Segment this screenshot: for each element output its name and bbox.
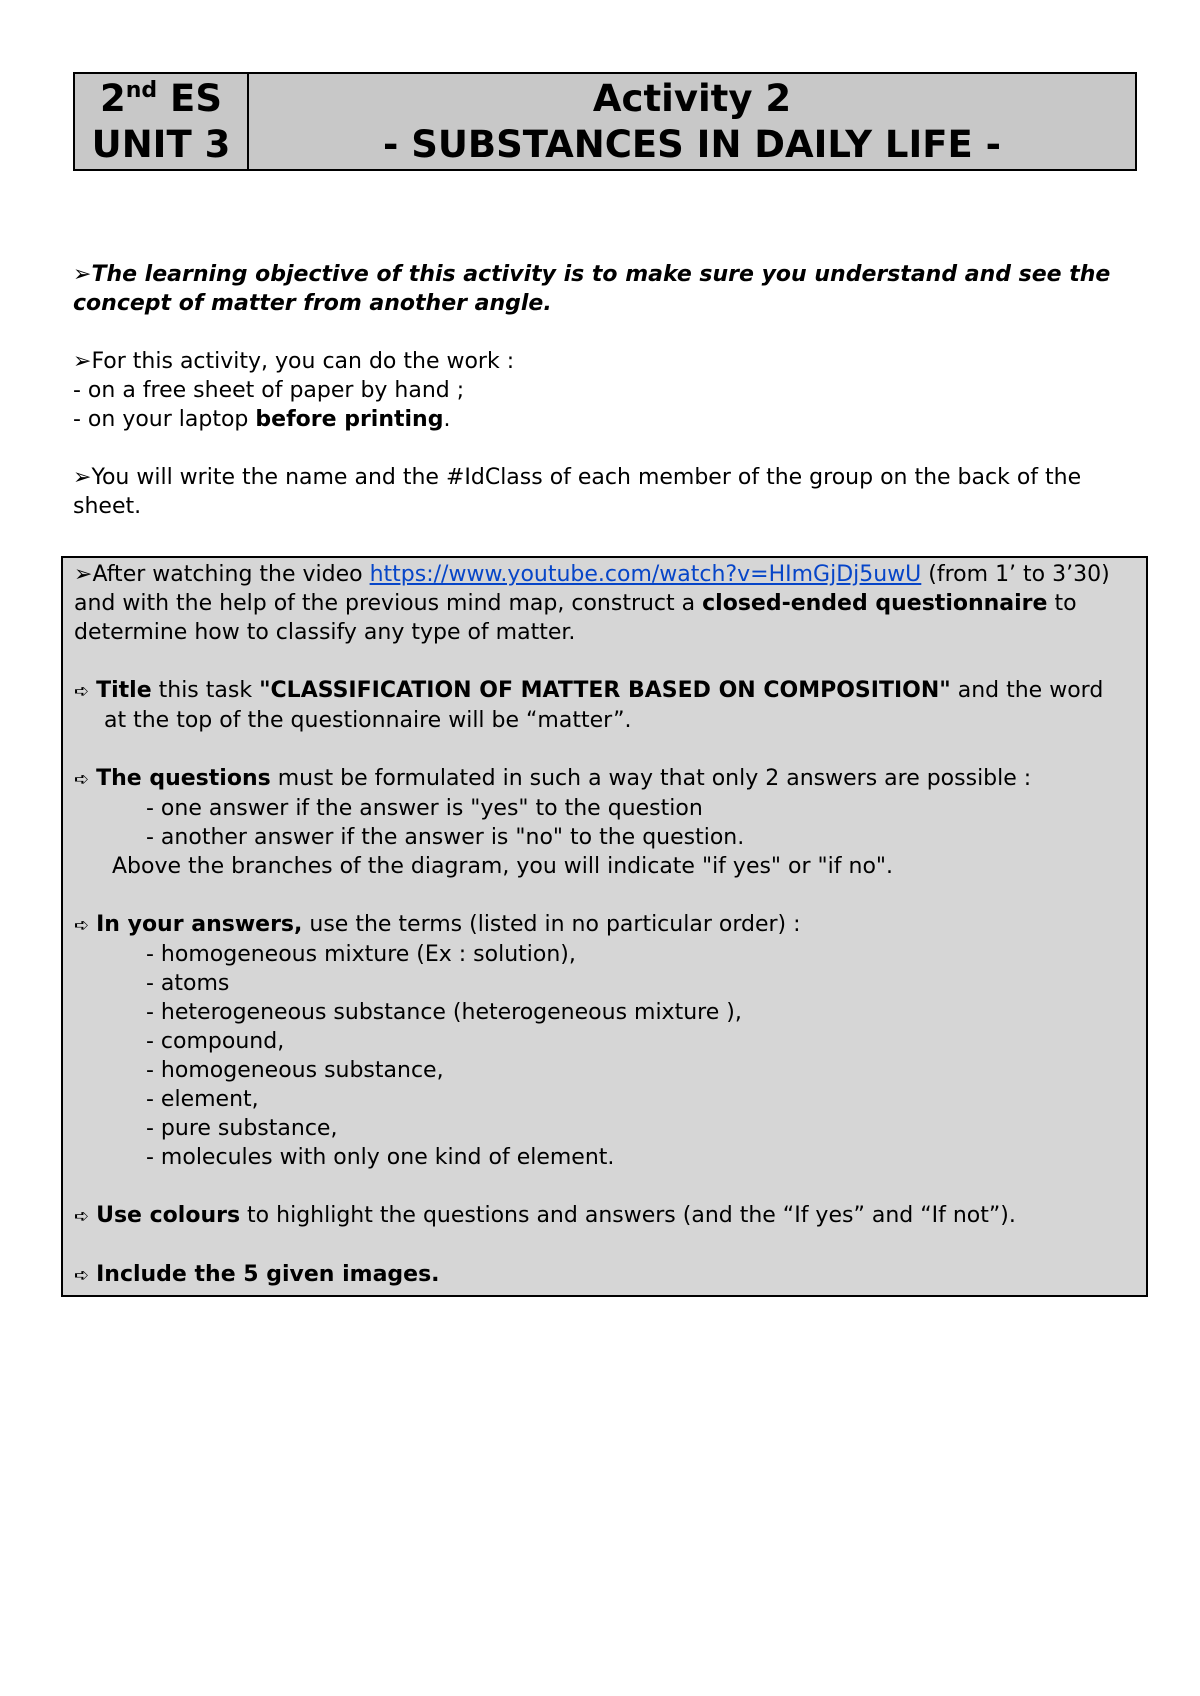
header-grade-cell <box>75 74 249 169</box>
title-instruction: ➪ Title this task "CLASSIFICATION OF MATTER BASED ON COMPOSITION" and the word <box>74 678 1104 703</box>
grade-label: 2nd ES <box>100 76 222 120</box>
arrow-icon: ➪ <box>74 681 90 702</box>
term-item: - compound, <box>146 1029 285 1054</box>
answers-instruction: ➪ In your answers, use the terms (listed in no particular order) : <box>74 912 801 937</box>
work-intro: ➢For this activity, you can do the work : <box>73 349 515 374</box>
arrow-icon: ➪ <box>74 915 90 936</box>
names-note: ➢You will write the name and the #IdClass of each member of the group on the back of the sheet. <box>73 465 1082 519</box>
unit-label: UNIT 3 <box>91 122 231 166</box>
arrow-icon: ➪ <box>74 769 90 790</box>
term-item: - pure substance, <box>146 1116 338 1141</box>
arrow-icon: ➪ <box>74 1206 90 1227</box>
header-title-cell <box>249 74 1135 169</box>
video-instruction: ➢After watching the video https://www.youtube.com/watch?v=HImGjDj5uwU (from 1’ to 3’30) <box>74 562 1110 587</box>
term-item: - molecules with only one kind of element. <box>146 1145 615 1170</box>
term-item: - homogeneous mixture (Ex : solution), <box>146 942 576 967</box>
mind-map-instruction: and with the help of the previous mind map, construct a closed-ended questionnaire to <box>74 591 1077 616</box>
video-link[interactable]: https://www.youtube.com/watch?v=HImGjDj5uwU <box>369 562 922 587</box>
bullet-icon: ➢ <box>73 262 92 287</box>
images-instruction: ➪ Include the 5 given images. <box>74 1262 440 1287</box>
arrow-icon: ➪ <box>74 1265 90 1286</box>
question-no: - another answer if the answer is "no" to the question. <box>146 825 745 850</box>
bullet-icon: ➢ <box>73 349 92 374</box>
question-yes: - one answer if the answer is "yes" to the question <box>146 796 703 821</box>
bullet-icon: ➢ <box>74 562 93 587</box>
bullet-icon: ➢ <box>73 465 92 490</box>
work-option-laptop: - on your laptop before printing. <box>73 407 451 432</box>
title-instruction-cont: at the top of the questionnaire will be “matter”. <box>104 708 632 733</box>
term-item: - element, <box>146 1087 259 1112</box>
term-item: - atoms <box>146 971 230 996</box>
instructions-box <box>61 556 1148 1297</box>
learning-objective: ➢The learning objective of this activity is to make sure you understand and see the concept of matter from another angle. <box>73 262 1111 316</box>
activity-subtitle: - SUBSTANCES IN DAILY LIFE - <box>382 122 1002 166</box>
colours-instruction: ➪ Use colours to highlight the questions and answers (and the “If yes” and “If not”). <box>74 1203 1016 1228</box>
header-table <box>73 72 1137 171</box>
intro-section <box>73 260 1137 521</box>
work-option-paper: - on a free sheet of paper by hand ; <box>73 378 465 403</box>
activity-title: Activity 2 <box>592 76 792 120</box>
question-branches: Above the branches of the diagram, you will indicate "if yes" or "if no". <box>112 854 894 879</box>
classify-instruction: determine how to classify any type of matter. <box>74 620 576 645</box>
term-item: - homogeneous substance, <box>146 1058 444 1083</box>
questions-instruction: ➪ The questions must be formulated in such a way that only 2 answers are possible : <box>74 766 1032 791</box>
term-item: - heterogeneous substance (heterogeneous mixture ), <box>146 1000 742 1025</box>
